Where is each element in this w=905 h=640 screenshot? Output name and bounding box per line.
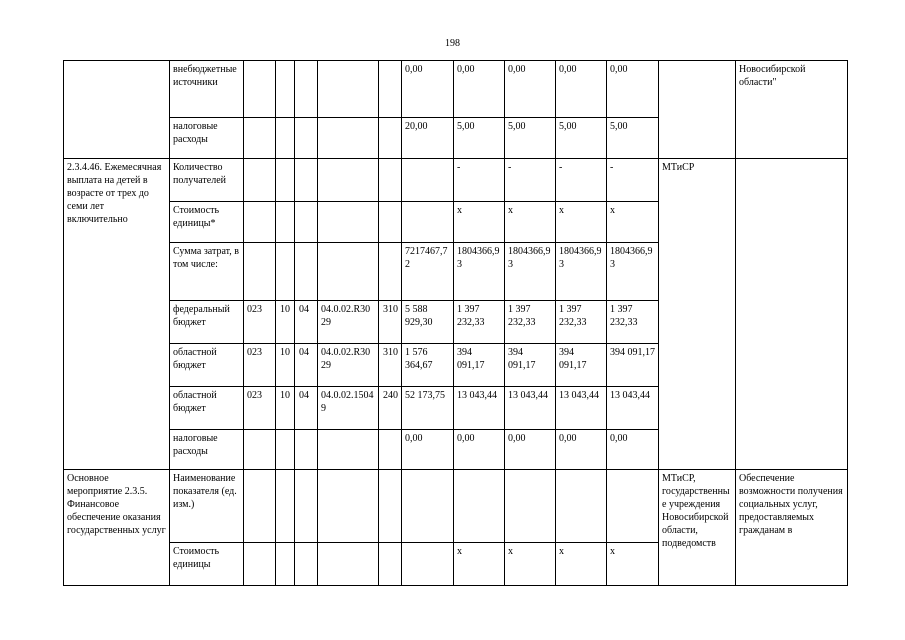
cell-activity: 2.3.4.46. Ежемесячная выплата на детей в возрасте от трех до семи лет включительно <box>64 159 170 470</box>
cell-total <box>402 543 454 586</box>
cell-rz <box>276 543 295 586</box>
cell-year-3: x <box>556 543 607 586</box>
cell-result: Обеспечение возможности получения социальных услуг, предоставляемых гражданам в <box>736 470 848 586</box>
cell-year-3: 13 043,44 <box>556 387 607 430</box>
cell-year-2: 5,00 <box>505 118 556 159</box>
cell-rz <box>276 430 295 470</box>
cell-pr: 04 <box>295 344 318 387</box>
cell-grbs <box>244 543 276 586</box>
cell-indicator: Наименование показателя (ед. изм.) <box>170 470 244 543</box>
cell-csr <box>318 159 379 202</box>
cell-grbs <box>244 430 276 470</box>
cell-year-4: 1804366,93 <box>607 243 659 301</box>
cell-year-4: 13 043,44 <box>607 387 659 430</box>
cell-total: 0,00 <box>402 61 454 118</box>
cell-vr: 310 <box>379 344 402 387</box>
cell-year-2: - <box>505 159 556 202</box>
cell-year-2: 0,00 <box>505 61 556 118</box>
cell-csr <box>318 118 379 159</box>
cell-year-2: 13 043,44 <box>505 387 556 430</box>
cell-csr: 04.0.02.R3029 <box>318 344 379 387</box>
cell-total: 1 576 364,67 <box>402 344 454 387</box>
cell-result <box>736 159 848 470</box>
cell-year-1: 5,00 <box>454 118 505 159</box>
cell-pr <box>295 470 318 543</box>
cell-year-4: x <box>607 543 659 586</box>
cell-vr <box>379 543 402 586</box>
cell-indicator: федеральный бюджет <box>170 301 244 344</box>
cell-grbs <box>244 61 276 118</box>
cell-year-4: 0,00 <box>607 430 659 470</box>
table-row <box>64 61 848 118</box>
cell-csr: 04.0.02.15049 <box>318 387 379 430</box>
cell-rz <box>276 61 295 118</box>
cell-pr <box>295 61 318 118</box>
cell-rz: 10 <box>276 301 295 344</box>
cell-pr <box>295 543 318 586</box>
cell-vr <box>379 118 402 159</box>
cell-grbs <box>244 159 276 202</box>
cell-indicator: внебюджетные источники <box>170 61 244 118</box>
cell-year-2: 0,00 <box>505 430 556 470</box>
cell-year-1: 1804366,93 <box>454 243 505 301</box>
cell-rz <box>276 202 295 243</box>
cell-grbs: 023 <box>244 301 276 344</box>
cell-year-1: x <box>454 202 505 243</box>
cell-csr <box>318 430 379 470</box>
cell-pr <box>295 430 318 470</box>
cell-indicator: областной бюджет <box>170 344 244 387</box>
cell-year-1: 394 091,17 <box>454 344 505 387</box>
cell-grbs <box>244 470 276 543</box>
cell-total <box>402 159 454 202</box>
cell-year-3: 1 397 232,33 <box>556 301 607 344</box>
cell-rz <box>276 118 295 159</box>
cell-total: 20,00 <box>402 118 454 159</box>
cell-indicator: Стоимость единицы* <box>170 202 244 243</box>
cell-vr <box>379 159 402 202</box>
cell-csr <box>318 470 379 543</box>
cell-rz <box>276 159 295 202</box>
cell-year-3: 0,00 <box>556 61 607 118</box>
cell-pr <box>295 243 318 301</box>
cell-year-2: x <box>505 202 556 243</box>
cell-year-4: 394 091,17 <box>607 344 659 387</box>
cell-year-3: - <box>556 159 607 202</box>
cell-year-3: 394 091,17 <box>556 344 607 387</box>
cell-grbs <box>244 118 276 159</box>
cell-vr <box>379 243 402 301</box>
cell-indicator: Стоимость единицы <box>170 543 244 586</box>
cell-rz: 10 <box>276 387 295 430</box>
cell-year-3: 1804366,93 <box>556 243 607 301</box>
cell-year-4: 0,00 <box>607 61 659 118</box>
cell-indicator: налоговые расходы <box>170 118 244 159</box>
cell-activity <box>64 61 170 159</box>
cell-total: 7217467,72 <box>402 243 454 301</box>
cell-vr: 310 <box>379 301 402 344</box>
cell-year-2: 1804366,93 <box>505 243 556 301</box>
page-number: 198 <box>445 38 460 49</box>
cell-indicator: налоговые расходы <box>170 430 244 470</box>
cell-vr <box>379 470 402 543</box>
cell-csr <box>318 202 379 243</box>
cell-pr: 04 <box>295 301 318 344</box>
cell-csr: 04.0.02.R3029 <box>318 301 379 344</box>
cell-grbs: 023 <box>244 387 276 430</box>
cell-year-3 <box>556 470 607 543</box>
table-row <box>64 470 848 543</box>
cell-year-2 <box>505 470 556 543</box>
cell-year-1: 13 043,44 <box>454 387 505 430</box>
cell-year-1 <box>454 470 505 543</box>
cell-year-2: 1 397 232,33 <box>505 301 556 344</box>
cell-executor <box>659 61 736 159</box>
cell-pr <box>295 118 318 159</box>
cell-rz <box>276 243 295 301</box>
cell-year-4: - <box>607 159 659 202</box>
cell-grbs <box>244 243 276 301</box>
cell-year-1: 0,00 <box>454 61 505 118</box>
cell-pr <box>295 202 318 243</box>
cell-year-4: x <box>607 202 659 243</box>
cell-year-3: x <box>556 202 607 243</box>
cell-result: Новосибирской области" <box>736 61 848 159</box>
cell-executor: МТиСР <box>659 159 736 470</box>
cell-year-1: - <box>454 159 505 202</box>
cell-csr <box>318 543 379 586</box>
cell-year-1: 0,00 <box>454 430 505 470</box>
cell-indicator: областной бюджет <box>170 387 244 430</box>
cell-rz <box>276 470 295 543</box>
cell-activity: Основное мероприятие 2.3.5. Финансовое обеспечение оказания государственных услуг <box>64 470 170 586</box>
cell-rz: 10 <box>276 344 295 387</box>
cell-indicator: Количество получателей <box>170 159 244 202</box>
cell-pr: 04 <box>295 387 318 430</box>
cell-year-4: 1 397 232,33 <box>607 301 659 344</box>
cell-indicator: Сумма затрат, в том числе: <box>170 243 244 301</box>
cell-total: 5 588 929,30 <box>402 301 454 344</box>
cell-grbs <box>244 202 276 243</box>
cell-pr <box>295 159 318 202</box>
cell-year-4 <box>607 470 659 543</box>
cell-year-1: x <box>454 543 505 586</box>
cell-vr: 240 <box>379 387 402 430</box>
program-table <box>63 60 848 586</box>
cell-year-3: 0,00 <box>556 430 607 470</box>
cell-csr <box>318 61 379 118</box>
cell-year-4: 5,00 <box>607 118 659 159</box>
cell-year-2: x <box>505 543 556 586</box>
cell-executor: МТиСР, государственные учреждения Новосибирской области, подведомств <box>659 470 736 586</box>
cell-csr <box>318 243 379 301</box>
cell-year-1: 1 397 232,33 <box>454 301 505 344</box>
cell-grbs: 023 <box>244 344 276 387</box>
cell-total: 52 173,75 <box>402 387 454 430</box>
cell-vr <box>379 430 402 470</box>
table-row <box>64 159 848 202</box>
cell-total <box>402 202 454 243</box>
cell-vr <box>379 202 402 243</box>
cell-vr <box>379 61 402 118</box>
cell-total <box>402 470 454 543</box>
cell-year-2: 394 091,17 <box>505 344 556 387</box>
cell-total: 0,00 <box>402 430 454 470</box>
cell-year-3: 5,00 <box>556 118 607 159</box>
